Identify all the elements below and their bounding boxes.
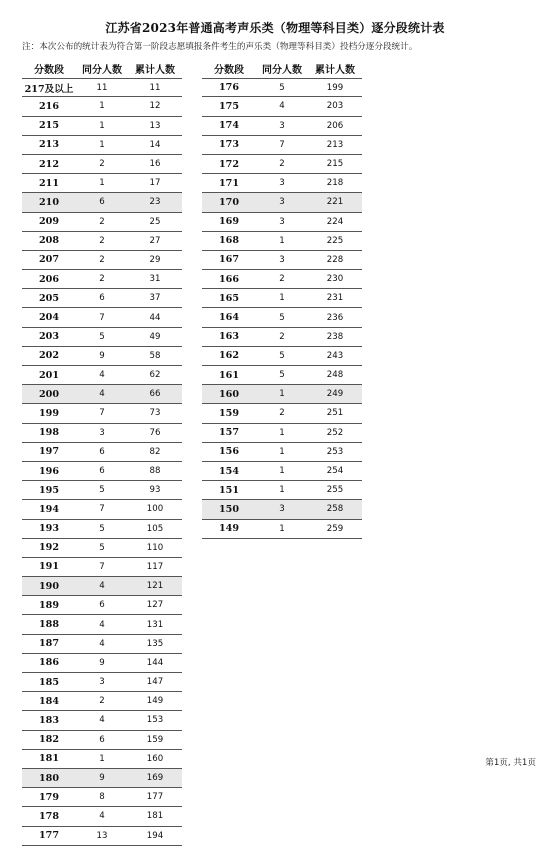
same-count-cell: 3 <box>279 178 285 189</box>
same-count-cell: 3 <box>279 254 285 265</box>
table-row <box>22 347 182 366</box>
cumulative-cell: 153 <box>146 715 164 726</box>
cumulative-cell: 44 <box>149 312 161 323</box>
table-row <box>22 328 182 347</box>
score-cell: 209 <box>38 216 60 228</box>
cumulative-cell: 117 <box>146 561 164 572</box>
score-cell: 217及以上 <box>24 83 74 95</box>
score-table-left <box>22 59 182 846</box>
table-row <box>202 136 362 155</box>
same-count-cell: 7 <box>99 408 105 419</box>
same-count-cell: 1 <box>99 753 105 764</box>
same-count-cell: 6 <box>99 466 105 477</box>
same-count-cell: 1 <box>279 389 285 400</box>
same-count-cell: 7 <box>99 312 105 323</box>
cumulative-cell: 110 <box>146 542 164 553</box>
score-cell: 173 <box>218 139 240 151</box>
table-row <box>22 615 182 634</box>
score-cell: 198 <box>38 427 60 439</box>
page-title: 江苏省2023年普通高考声乐类（物理等科目类）逐分段统计表 <box>105 21 445 35</box>
header-same-count: 同分人数 <box>262 65 302 77</box>
score-cell: 187 <box>38 638 60 650</box>
same-count-cell: 1 <box>279 293 285 304</box>
score-cell: 196 <box>38 465 60 477</box>
cumulative-cell: 37 <box>149 293 161 304</box>
score-cell: 188 <box>38 619 60 631</box>
cumulative-cell: 23 <box>149 197 161 208</box>
same-count-cell: 1 <box>279 235 285 246</box>
table-row <box>22 462 182 481</box>
score-cell: 210 <box>38 196 60 208</box>
table-body <box>202 78 362 539</box>
table-row <box>22 500 182 519</box>
score-cell: 203 <box>38 331 60 343</box>
same-count-cell: 1 <box>99 178 105 189</box>
same-count-cell: 6 <box>99 446 105 457</box>
same-count-cell: 3 <box>279 504 285 515</box>
score-cell: 202 <box>38 350 60 362</box>
same-count-cell: 4 <box>99 715 105 726</box>
table-row <box>22 750 182 769</box>
score-cell: 154 <box>218 465 240 477</box>
same-count-cell: 5 <box>279 370 285 381</box>
table-row <box>202 462 362 481</box>
cumulative-cell: 248 <box>326 370 344 381</box>
table-row <box>202 193 362 212</box>
same-count-cell: 2 <box>99 254 105 265</box>
same-count-cell: 4 <box>99 370 105 381</box>
same-count-cell: 1 <box>99 139 105 150</box>
table-row <box>202 174 362 193</box>
same-count-cell: 11 <box>96 82 108 93</box>
score-cell: 192 <box>38 542 60 554</box>
cumulative-cell: 127 <box>146 600 164 611</box>
same-count-cell: 2 <box>279 274 285 285</box>
table-row <box>22 424 182 443</box>
cumulative-cell: 252 <box>326 427 344 438</box>
table-row <box>22 520 182 539</box>
same-count-cell: 1 <box>279 446 285 457</box>
score-cell: 181 <box>38 753 60 765</box>
table-row <box>22 270 182 289</box>
cumulative-cell: 13 <box>149 120 161 131</box>
table-row <box>202 404 362 423</box>
same-count-cell: 3 <box>99 677 105 688</box>
same-count-cell: 3 <box>279 216 285 227</box>
header-cumulative: 累计人数 <box>135 65 175 77</box>
score-cell: 150 <box>218 503 240 515</box>
score-table-right <box>202 59 362 539</box>
same-count-cell: 7 <box>99 504 105 515</box>
same-count-cell: 9 <box>99 350 105 361</box>
score-cell: 179 <box>38 791 60 803</box>
same-count-cell: 6 <box>99 197 105 208</box>
score-cell: 151 <box>218 484 240 496</box>
table-row <box>22 654 182 673</box>
table-row <box>22 635 182 654</box>
table-row <box>22 385 182 404</box>
score-cell: 191 <box>38 561 60 573</box>
table-row <box>22 232 182 251</box>
same-count-cell: 6 <box>99 734 105 745</box>
same-count-cell: 7 <box>99 561 105 572</box>
score-cell: 156 <box>218 446 240 458</box>
table-row <box>202 424 362 443</box>
score-cell: 194 <box>38 503 60 515</box>
same-count-cell: 2 <box>279 159 285 170</box>
table-row <box>22 251 182 270</box>
cumulative-cell: 230 <box>326 274 344 285</box>
cumulative-cell: 251 <box>326 408 344 419</box>
table-row <box>202 251 362 270</box>
table-row <box>22 788 182 807</box>
same-count-cell: 7 <box>279 139 285 150</box>
same-count-cell: 2 <box>99 159 105 170</box>
score-cell: 167 <box>218 254 240 266</box>
cumulative-cell: 29 <box>149 254 161 265</box>
same-count-cell: 9 <box>99 773 105 784</box>
table-row <box>202 270 362 289</box>
cumulative-cell: 25 <box>149 216 161 227</box>
cumulative-cell: 218 <box>326 178 344 189</box>
table-row <box>22 366 182 385</box>
table-row <box>22 558 182 577</box>
cumulative-cell: 31 <box>149 274 161 285</box>
score-cell: 165 <box>218 292 240 304</box>
cumulative-cell: 12 <box>149 101 161 112</box>
header-cumulative: 累计人数 <box>315 65 355 77</box>
table-row <box>22 117 182 136</box>
table-row <box>202 385 362 404</box>
table-row <box>22 769 182 788</box>
table-row <box>22 807 182 826</box>
same-count-cell: 3 <box>279 197 285 208</box>
same-count-cell: 2 <box>99 696 105 707</box>
table-row <box>22 827 182 846</box>
cumulative-cell: 255 <box>326 485 344 496</box>
same-count-cell: 5 <box>99 485 105 496</box>
table-header <box>22 59 182 78</box>
score-cell: 171 <box>218 177 240 189</box>
same-count-cell: 5 <box>99 542 105 553</box>
score-cell: 199 <box>38 407 60 419</box>
score-cell: 166 <box>218 273 240 285</box>
cumulative-cell: 231 <box>326 293 344 304</box>
score-cell: 206 <box>38 273 60 285</box>
cumulative-cell: 228 <box>326 254 344 265</box>
score-cell: 168 <box>218 235 240 247</box>
cumulative-cell: 76 <box>149 427 161 438</box>
same-count-cell: 5 <box>279 350 285 361</box>
same-count-cell: 13 <box>96 830 108 841</box>
cumulative-cell: 206 <box>326 120 344 131</box>
score-cell: 204 <box>38 312 60 324</box>
same-count-cell: 1 <box>279 523 285 534</box>
score-cell: 180 <box>38 772 60 784</box>
cumulative-cell: 243 <box>326 350 344 361</box>
cumulative-cell: 254 <box>326 466 344 477</box>
cumulative-cell: 181 <box>146 811 164 822</box>
cumulative-cell: 238 <box>326 331 344 342</box>
cumulative-cell: 160 <box>146 753 164 764</box>
score-cell: 185 <box>38 676 60 688</box>
score-cell: 176 <box>218 82 240 94</box>
table-row <box>22 289 182 308</box>
score-cell: 183 <box>38 714 60 726</box>
cumulative-cell: 221 <box>326 197 344 208</box>
score-cell: 182 <box>38 734 60 746</box>
table-row <box>22 308 182 327</box>
table-row <box>22 78 182 97</box>
score-cell: 213 <box>38 139 60 151</box>
score-cell: 193 <box>38 523 60 535</box>
same-count-cell: 1 <box>279 466 285 477</box>
table-row <box>22 136 182 155</box>
cumulative-cell: 159 <box>146 734 164 745</box>
cumulative-cell: 177 <box>146 792 164 803</box>
table-row <box>202 366 362 385</box>
table-row <box>202 97 362 116</box>
cumulative-cell: 144 <box>146 657 164 668</box>
score-cell: 163 <box>218 331 240 343</box>
cumulative-cell: 194 <box>146 830 164 841</box>
cumulative-cell: 199 <box>326 82 344 93</box>
page-footer: 第1页, 共1页 <box>485 758 536 768</box>
cumulative-cell: 121 <box>146 581 164 592</box>
cumulative-cell: 131 <box>146 619 164 630</box>
cumulative-cell: 82 <box>149 446 161 457</box>
same-count-cell: 2 <box>99 216 105 227</box>
table-row <box>22 539 182 558</box>
score-cell: 175 <box>218 100 240 112</box>
header-score: 分数段 <box>34 65 64 77</box>
score-cell: 160 <box>218 388 240 400</box>
table-row <box>202 232 362 251</box>
table-row <box>22 155 182 174</box>
cumulative-cell: 62 <box>149 370 161 381</box>
score-cell: 211 <box>38 177 60 189</box>
same-count-cell: 2 <box>279 408 285 419</box>
table-row <box>22 213 182 232</box>
cumulative-cell: 16 <box>149 159 161 170</box>
cumulative-cell: 258 <box>326 504 344 515</box>
score-cell: 205 <box>38 292 60 304</box>
table-row <box>22 174 182 193</box>
same-count-cell: 3 <box>99 427 105 438</box>
same-count-cell: 1 <box>99 101 105 112</box>
score-cell: 207 <box>38 254 60 266</box>
same-count-cell: 2 <box>279 331 285 342</box>
table-row <box>202 308 362 327</box>
score-cell: 169 <box>218 216 240 228</box>
cumulative-cell: 149 <box>146 696 164 707</box>
score-cell: 197 <box>38 446 60 458</box>
table-row <box>22 443 182 462</box>
table-row <box>202 347 362 366</box>
score-cell: 200 <box>38 388 60 400</box>
same-count-cell: 4 <box>99 811 105 822</box>
cumulative-cell: 105 <box>146 523 164 534</box>
cumulative-cell: 249 <box>326 389 344 400</box>
cumulative-cell: 213 <box>326 139 344 150</box>
same-count-cell: 4 <box>99 619 105 630</box>
same-count-cell: 8 <box>99 792 105 803</box>
same-count-cell: 2 <box>99 235 105 246</box>
header-score: 分数段 <box>214 65 244 77</box>
cumulative-cell: 203 <box>326 101 344 112</box>
same-count-cell: 6 <box>99 293 105 304</box>
score-cell: 186 <box>38 657 60 669</box>
cumulative-cell: 100 <box>146 504 164 515</box>
same-count-cell: 4 <box>99 389 105 400</box>
table-row <box>202 78 362 97</box>
same-count-cell: 4 <box>99 581 105 592</box>
score-cell: 164 <box>218 312 240 324</box>
cumulative-cell: 169 <box>146 773 164 784</box>
cumulative-cell: 93 <box>149 485 161 496</box>
table-row <box>22 97 182 116</box>
table-row <box>202 500 362 519</box>
header-same-count: 同分人数 <box>82 65 122 77</box>
cumulative-cell: 236 <box>326 312 344 323</box>
score-cell: 189 <box>38 599 60 611</box>
table-row <box>202 328 362 347</box>
table-row <box>202 213 362 232</box>
same-count-cell: 5 <box>279 82 285 93</box>
same-count-cell: 2 <box>99 274 105 285</box>
table-row <box>202 117 362 136</box>
cumulative-cell: 14 <box>149 139 161 150</box>
score-cell: 190 <box>38 580 60 592</box>
cumulative-cell: 135 <box>146 638 164 649</box>
cumulative-cell: 259 <box>326 523 344 534</box>
cumulative-cell: 27 <box>149 235 161 246</box>
same-count-cell: 1 <box>279 427 285 438</box>
table-row <box>202 289 362 308</box>
score-cell: 170 <box>218 196 240 208</box>
table-row <box>22 673 182 692</box>
score-cell: 149 <box>218 523 240 535</box>
table-row <box>22 692 182 711</box>
same-count-cell: 5 <box>99 331 105 342</box>
table-row <box>22 481 182 500</box>
table-row <box>202 443 362 462</box>
table-row <box>22 577 182 596</box>
score-cell: 184 <box>38 695 60 707</box>
same-count-cell: 1 <box>99 120 105 131</box>
table-body <box>22 78 182 846</box>
cumulative-cell: 224 <box>326 216 344 227</box>
same-count-cell: 5 <box>99 523 105 534</box>
score-cell: 212 <box>38 158 60 170</box>
score-cell: 201 <box>38 369 60 381</box>
cumulative-cell: 147 <box>146 677 164 688</box>
same-count-cell: 6 <box>99 600 105 611</box>
table-row <box>22 193 182 212</box>
score-cell: 174 <box>218 120 240 132</box>
table-row <box>202 520 362 539</box>
cumulative-cell: 253 <box>326 446 344 457</box>
score-cell: 159 <box>218 407 240 419</box>
table-header <box>202 59 362 78</box>
same-count-cell: 4 <box>99 638 105 649</box>
same-count-cell: 3 <box>279 120 285 131</box>
cumulative-cell: 11 <box>149 82 161 93</box>
cumulative-cell: 215 <box>326 159 344 170</box>
note-text: 注：本次公布的统计表为符合第一阶段志愿填报条件考生的声乐类（物理等科目类）投档分逐分段统计。 <box>22 42 418 52</box>
score-cell: 162 <box>218 350 240 362</box>
table-row <box>22 404 182 423</box>
score-cell: 177 <box>38 830 60 842</box>
score-cell: 195 <box>38 484 60 496</box>
score-cell: 216 <box>38 100 60 112</box>
score-cell: 208 <box>38 235 60 247</box>
cumulative-cell: 225 <box>326 235 344 246</box>
score-cell: 157 <box>218 427 240 439</box>
cumulative-cell: 49 <box>149 331 161 342</box>
cumulative-cell: 73 <box>149 408 161 419</box>
score-cell: 178 <box>38 810 60 822</box>
score-cell: 161 <box>218 369 240 381</box>
table-row <box>22 596 182 615</box>
table-row <box>22 731 182 750</box>
table-row <box>202 155 362 174</box>
same-count-cell: 9 <box>99 657 105 668</box>
same-count-cell: 4 <box>279 101 285 112</box>
score-cell: 215 <box>38 120 60 132</box>
same-count-cell: 1 <box>279 485 285 496</box>
table-row <box>202 481 362 500</box>
cumulative-cell: 58 <box>149 350 161 361</box>
cumulative-cell: 17 <box>149 178 161 189</box>
score-cell: 172 <box>218 158 240 170</box>
cumulative-cell: 88 <box>149 466 161 477</box>
same-count-cell: 5 <box>279 312 285 323</box>
cumulative-cell: 66 <box>149 389 161 400</box>
table-row <box>22 711 182 730</box>
